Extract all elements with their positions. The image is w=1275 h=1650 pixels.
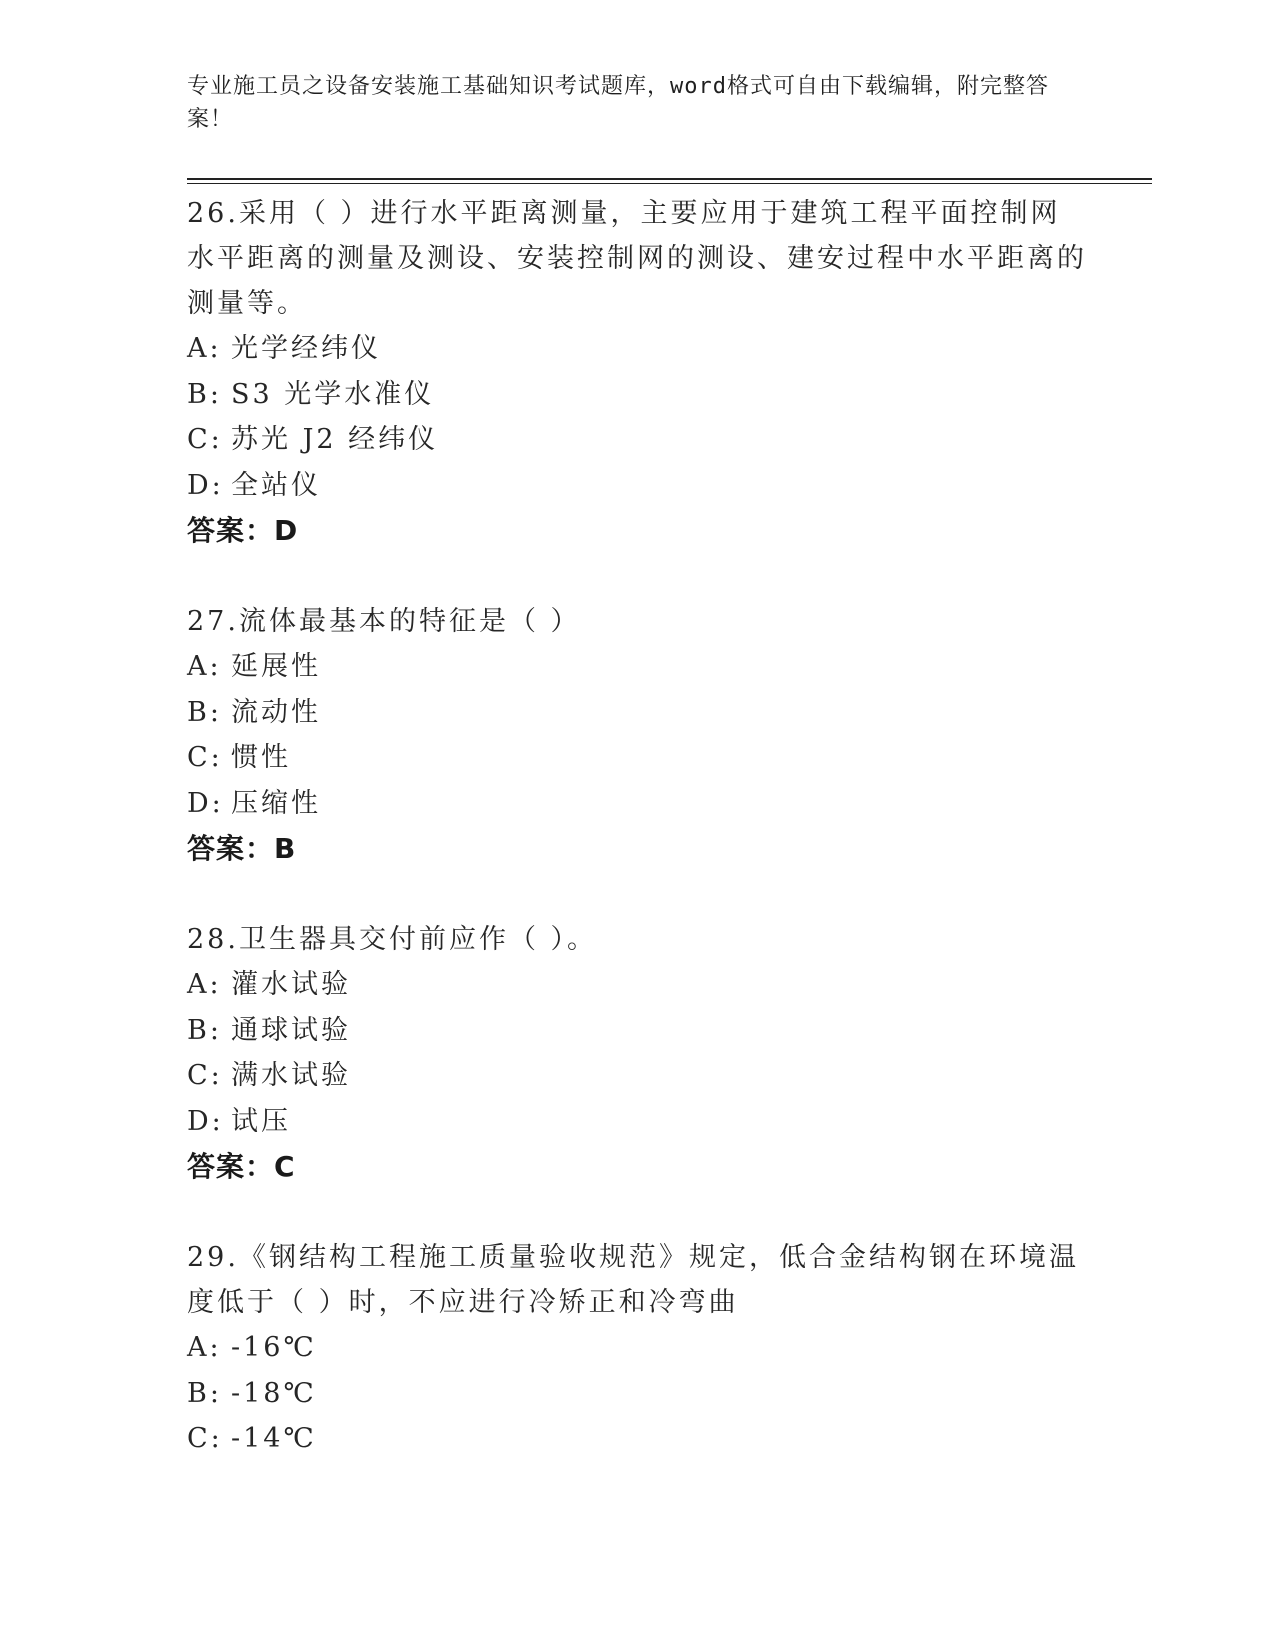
option-text: -16℃ xyxy=(231,1332,317,1363)
option-letter: B: xyxy=(187,378,222,410)
option-letter: A: xyxy=(187,333,222,364)
option-d xyxy=(187,781,1087,827)
header-rule-thick xyxy=(187,178,1152,180)
question-stem: 27.流体最基本的特征是（ ） xyxy=(187,606,581,637)
option-c xyxy=(187,1053,1087,1099)
option-a xyxy=(187,326,1087,372)
question-stem: 28.卫生器具交付前应作（ ）。 xyxy=(187,924,598,955)
option-letter: C: xyxy=(187,1423,223,1454)
option-a xyxy=(187,644,1087,690)
option-text: S3 光学水准仪 xyxy=(231,378,435,410)
option-text: 通球试验 xyxy=(231,1014,351,1046)
answer-line: 答案：C xyxy=(187,1150,296,1183)
question-28 xyxy=(187,913,1087,1189)
question-spacer xyxy=(187,553,1087,595)
option-letter: C: xyxy=(187,742,223,773)
option-a xyxy=(187,1325,1087,1371)
option-letter: C: xyxy=(187,1060,223,1091)
option-text: -14℃ xyxy=(231,1423,317,1454)
option-b xyxy=(187,372,1087,418)
option-text: -18℃ xyxy=(231,1377,317,1409)
answer-line: 答案：B xyxy=(187,832,297,865)
option-letter: A: xyxy=(187,969,222,1000)
option-letter: B: xyxy=(187,1377,222,1409)
option-d xyxy=(187,463,1087,509)
option-c xyxy=(187,735,1087,781)
option-text: 压缩性 xyxy=(231,787,321,819)
option-letter: C: xyxy=(187,424,223,455)
option-text: 试压 xyxy=(231,1105,291,1137)
option-letter: B: xyxy=(187,696,222,728)
question-spacer xyxy=(187,871,1087,913)
option-b xyxy=(187,1371,1087,1417)
option-letter: A: xyxy=(187,1332,222,1363)
document-header: 专业施工员之设备安装施工基础知识考试题库，word格式可自由下载编辑，附完整答案！ xyxy=(187,74,1049,132)
option-text: 流动性 xyxy=(231,696,321,728)
header-rule-thin xyxy=(187,183,1152,184)
option-b xyxy=(187,1008,1087,1054)
option-a xyxy=(187,962,1087,1008)
question-27 xyxy=(187,595,1087,871)
question-list xyxy=(187,187,1087,1462)
option-letter: B: xyxy=(187,1014,222,1046)
option-letter: A: xyxy=(187,651,222,682)
option-text: 全站仪 xyxy=(231,469,321,501)
answer-line: 答案：D xyxy=(187,514,299,547)
option-text: 满水试验 xyxy=(231,1060,351,1091)
question-29 xyxy=(187,1231,1087,1462)
question-spacer xyxy=(187,1189,1087,1231)
question-stem: 29.《钢结构工程施工质量验收规范》规定，低合金结构钢在环境温度低于（ ）时，不应进行冷矫正和冷弯曲 xyxy=(187,1242,1079,1318)
option-text: 灌水试验 xyxy=(231,969,351,1000)
option-letter: D: xyxy=(187,469,224,501)
question-26 xyxy=(187,187,1087,553)
option-text: 延展性 xyxy=(231,651,321,682)
option-d xyxy=(187,1099,1087,1145)
option-c xyxy=(187,417,1087,463)
question-stem: 26.采用（ ）进行水平距离测量，主要应用于建筑工程平面控制网水平距离的测量及测设、安装控制网的测设、建安过程中水平距离的测量等。 xyxy=(187,198,1087,319)
option-text: 苏光 J2 经纬仪 xyxy=(231,424,439,455)
option-c xyxy=(187,1416,1087,1462)
option-text: 惯性 xyxy=(231,742,291,773)
option-b xyxy=(187,690,1087,736)
option-letter: D: xyxy=(187,1105,224,1137)
option-text: 光学经纬仪 xyxy=(231,333,381,364)
option-letter: D: xyxy=(187,787,224,819)
